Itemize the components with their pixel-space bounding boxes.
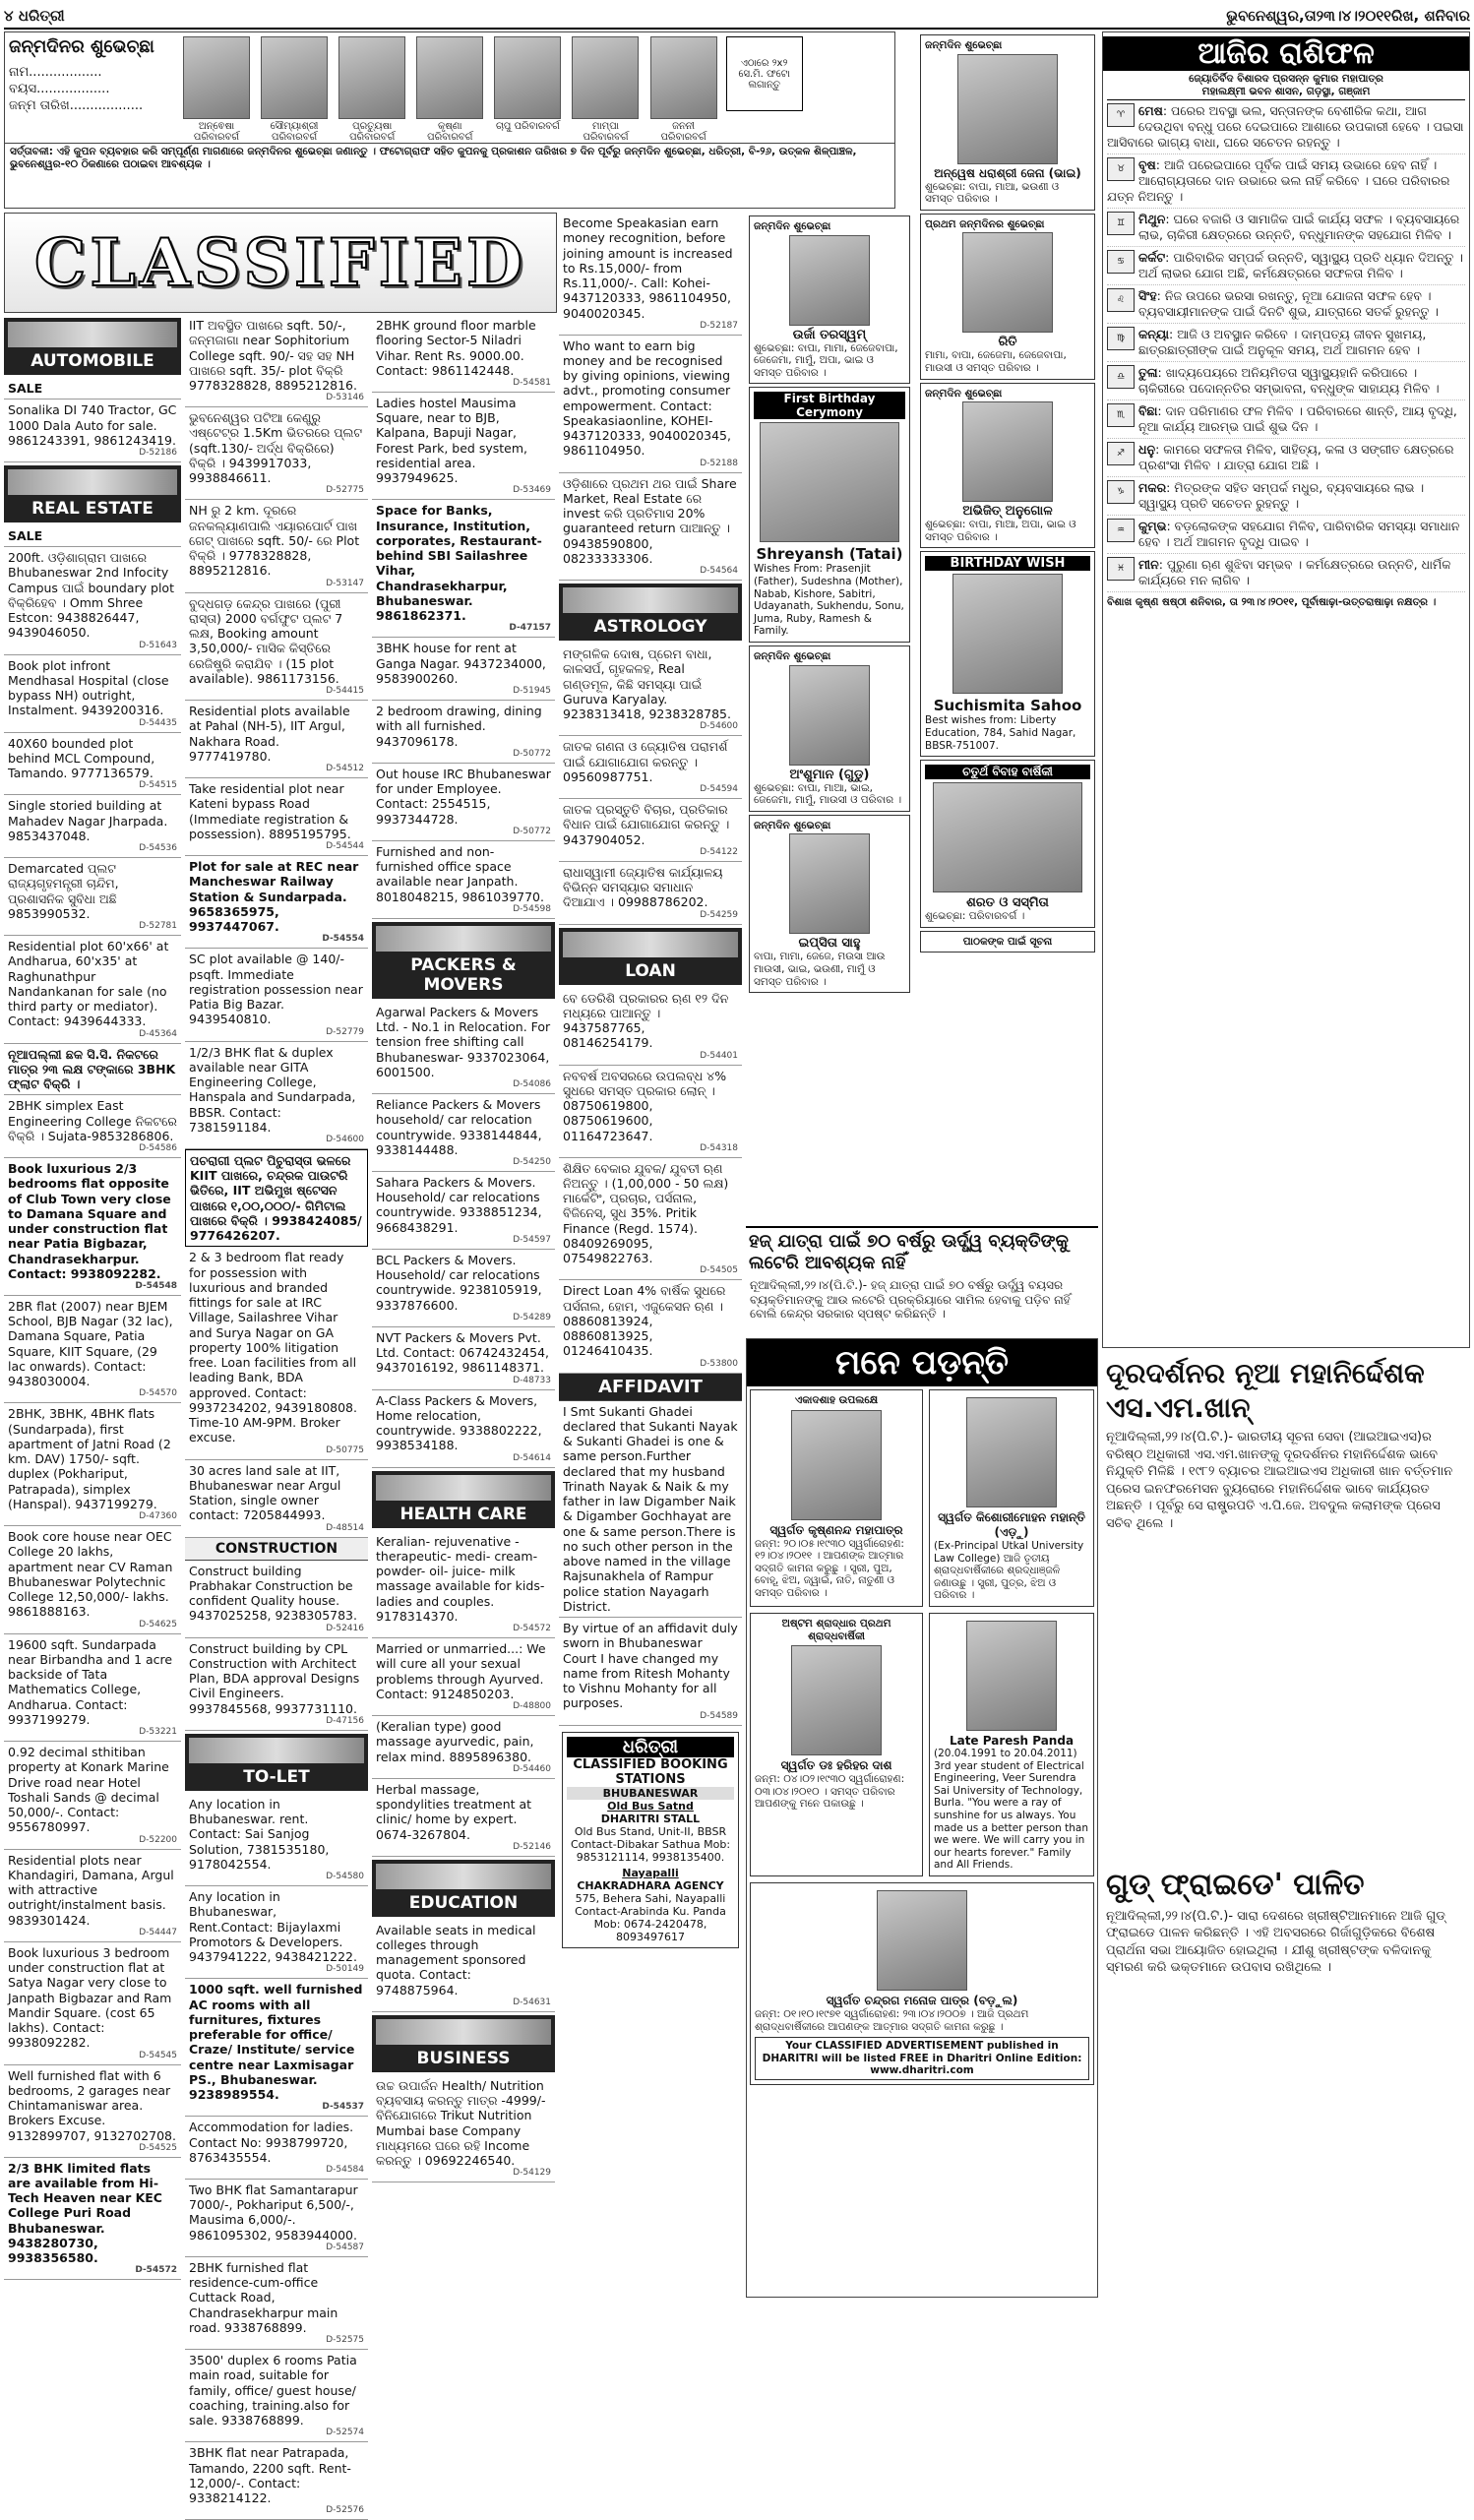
online-note: Your CLASSIFIED ADVERTISEMENT published in DHARITRI will be listed FREE in Dharitri Online Edition: www.dharitri.com bbox=[755, 2037, 1089, 2080]
classified-masthead bbox=[4, 213, 557, 313]
tag-to-let: TO-LET bbox=[185, 1734, 368, 1791]
obit-card: ଅଷ୍ଟମ ଶ୍ରାଦ୍ଧାର ପ୍ରଥମ ଶ୍ରାଦ୍ଧବାର୍ଷିକୀ ସ୍ୱର୍ଗତ ଡଃ ହରିହର ଦାଶ ଜନ୍ମ: ୦୪।୦୨।୧୯୩୦ ସ୍ୱର୍ଗାରୋହଣ: ୦୩।୦୪।୨୦୧୦ । ସମସ୍ତ ପରିବାର ଆପଣଙ୍କୁ ମନେ ପକାଉଛୁ । bbox=[750, 1613, 923, 1876]
news-haj bbox=[746, 1226, 1098, 1336]
classified-ad: 2/3 BHK limited flats are available from Hi-Tech Heaven near KEC College Puri Road Bhubaneswar. 9438280730, 9938356580. D-54572 bbox=[4, 2158, 181, 2281]
rashi-item: ♓ ମୀନ: ପୁରୁଣା ଋଣ ଶୁଝିବା ସମ୍ଭବ । କର୍ମକ୍ଷେତ୍ରରେ ଉନ୍ନତି, ଧାର୍ମିକ କାର୍ଯ୍ୟରେ ମନ ଲାଗିବ । bbox=[1107, 554, 1465, 592]
classified-ad: Construct building by CPL Construction with Architect Plan, BDA approval Designs Civil Engineers. 9937845568, 9937731110. D-47156 bbox=[185, 1638, 368, 1731]
classified-ad: Become Speakasian earn money recognition, before joining amount is increased to Rs.15,000/- from Rs.11,000/-. Call: Kohei-9437120333, 9861104950, 9040020345. D-52187 bbox=[559, 213, 742, 336]
classified-ad: Furnished and non-furnished office space available near Janpath. 8018048215, 9861039770. D-54598 bbox=[372, 841, 555, 919]
rashi-item: ♈ ମେଷ: ପରେର ଅବସ୍ଥା ଭଲ, ସନ୍ତାନଙ୍କ ବେଶୀରିକ କଥା, ଆଗ ଦେଉଥିବା ବନ୍ଧୁ ପରେ ଦେଇପାରେ ଆଶାରେ ଉପକାରୀ ହେବେ । ପଇସା ଆସିବାରେ ଭାଗ୍ୟ ବାଧା, ଘରେ ସଚେତନ ରହନ୍ତୁ । bbox=[1107, 100, 1465, 154]
kid-card: ସୌମ୍ୟାଶ୍ରୀ ପରିବାରବର୍ଗ bbox=[259, 36, 330, 143]
classified-ad: Accommodation for ladies. Contact No: 9938799720, 8763435554. D-54584 bbox=[185, 2117, 368, 2180]
classified-ad: ପଚରାଗୀ ପ୍ଲଟ ପିଚୁରାସ୍ତା ଭଳରେ KIIT ପାଖରେ, ଚନ୍ଦ୍ରକ ପାଉଟରି ଭିତିରେ, IIT ଅଭିମୁଖ ଷ୍ଟେସନ ପାଖରେ ୧,୦୦,୦୦୦/- ଗିମିଟାଲ ପାଖରେ ବିକ୍ରି । 9938424085/ 9776426207. bbox=[185, 1149, 368, 1248]
wish-photo bbox=[962, 401, 1053, 502]
classified-ad: 2 & 3 bedroom flat ready for possession with luxurious and branded fittings for sale at IRC Village, Sailashree Vihar and Surya Nagar on GA property 100% litigation free. Loan facilities from all leading Bank, BDA approved. Contact: 9937234202, 9439180808. Time-10 AM-9PM. Broker excuse. D-50775 bbox=[185, 1247, 368, 1459]
rashi-symbol-icon: ♐ bbox=[1107, 442, 1135, 465]
classified-ad: ବୁଦ୍ଧଗଡ଼ କେନ୍ଦ୍ର ପାଖରେ (ପୁରୀ ରାସ୍ତା) 2000 ବର୍ଗଫୁଟ ପ୍ଲଟ 7 ଲକ୍ଷ, Booking amount 3,50,000/- ମାସିକ କିସ୍ତିରେ ରେଜିଷ୍ଟ୍ରି କରାଯିବ । (15 plot available). 9861173156. D-54415 bbox=[185, 593, 368, 701]
tag-real-estate: REAL ESTATE bbox=[4, 465, 181, 522]
rashi-item: ♑ ମକର: ମିତ୍ରଙ୍କ ସହିତ ସମ୍ପର୍କ ମଧୁର, ବ୍ୟବସାୟରେ ଲାଭ । ସ୍ୱାସ୍ଥ୍ୟ ପ୍ରତି ସଚେତନ ରୁହନ୍ତୁ । bbox=[1107, 477, 1465, 516]
news-doordarshan-body: ନୂଆଦିଲ୍ଲୀ,୨୨।୪(ପି.ଟି.)- ଭାରତୀୟ ସୂଚନା ସେବା (ଆଇଆଇଏସ)ର ବରିଷ୍ଠ ଅଧିକାରୀ ଏସ.ଏମ.ଖାନଙ୍କୁ ଦୂରଦର୍ଶନର ମହାନିର୍ଦ୍ଦେଶକ ଭାବେ ନିଯୁକ୍ତି ମିଳିଛି । ୧୯୮୨ ବ୍ୟାଚର ଆଇଆଇଏସ ଅଧିକାରୀ ଖାନ ବର୍ତ୍ତମାନ ପ୍ରେସ ଇନଫରମେସନ ବ୍ୟୁରୋରେ ମହାନିର୍ଦ୍ଦେଶକ ଭାବେ କାର୍ଯ୍ୟରତ ଅଛନ୍ତି । ପୂର୍ବରୁ ସେ ରାଷ୍ଟ୍ରପତି ଏ.ପି.ଜେ. ଅବଦୁଲ କଲାମଙ୍କ ପ୍ରେସ ସଚିବ ଥିଲେ । bbox=[1106, 1430, 1453, 1531]
wish-photo bbox=[952, 574, 1063, 694]
wish-photo bbox=[789, 665, 870, 766]
tag-packers-movers: PACKERS & MOVERS bbox=[372, 922, 555, 999]
classified-ad: A-Class Packers & Movers, Home relocation, countrywide. 9338802222, 9938534188. D-54614 bbox=[372, 1390, 555, 1468]
classified-ad: Sonalika DI 740 Tractor, GC 1000 Dala Auto for sale. 9861243391, 9861243419. D-52186 bbox=[4, 400, 181, 462]
section-heading-construction: CONSTRUCTION bbox=[185, 1538, 368, 1561]
classified-ad: 2BHK, 3BHK, 4BHK flats (Sundarpada), first apartment of Jatni Road (2 km. DAV) 1750/- sqft. duplex (Pokhariput, Patrapada), simplex (Hanspal). 9437199279. D-47360 bbox=[4, 1403, 181, 1526]
obit-card: Late Paresh Panda (20.04.1991 to 20.04.2011) 3rd year student of Electrical Engineering, Veer Surendra Sai University of Technology, Burla. "You were a ray of sunshine for us always. You made us a better person than we were. We will carry you in our hearts forever." Family and All Friends. bbox=[929, 1613, 1094, 1876]
classified-ad: ମଙ୍ଗଳିକ ଦୋଷ, ପ୍ରେମ ବାଧା, କାଳସର୍ପ, ଗୃହକଳହ, Real ଗଣ୍ଡମୂଳ, କିଛି ସମସ୍ୟା ପାଇଁ Guruva Karyalay. 9238313418, 9238328785. D-54600 bbox=[559, 644, 742, 736]
classified-ad: ଜାତକ ପ୍ରସ୍ତୁତି ବିଚାର, ପ୍ରତିକାର ବିଧାନ ପାଇଁ ଯୋଗାଯୋଗ କରନ୍ତୁ । 9437904052. D-54122 bbox=[559, 799, 742, 862]
classified-ad: 19600 sqft. Sundarpada near Birbandha and 1 acre backside of Tata Mathematics College, Andharua. Contact: 9937199279. D-53221 bbox=[4, 1634, 181, 1742]
tag-health-care: HEALTH CARE bbox=[372, 1471, 555, 1528]
classified-ad: ଭୁବନେଶ୍ୱର ପଟିଆ କେଣ୍ଡ୍ରୁ ଏଷ୍ଟେଟ୍ର 1.5Km ଭିତରରେ ପ୍ଲଟ (sqft.130/- ଅର୍ଦ୍ଧ ବିକ୍ରିରେ) ବିକ୍ରି । 9439917033, 9938846611. D-52775 bbox=[185, 407, 368, 500]
classified-ad: 40X60 bounded plot behind MCL Compound, Tamando. 9777136579. D-54515 bbox=[4, 733, 181, 796]
kids-photos bbox=[180, 32, 894, 143]
classified-ad: SC plot available @ 140/- psqft. Immediate registration possession near Patia Big Bazar. 9439540810. D-52779 bbox=[185, 949, 368, 1041]
kid-photo bbox=[338, 36, 405, 119]
obit-card: ସ୍ୱର୍ଗତ ଚନ୍ଦ୍ରଗ ମନୋଜ ପାତ୍ର (ବଡ଼ୁଲ) ଜନ୍ମ: ୦୧।୧୦।୧୯୭୧ ସ୍ୱର୍ଗାରୋହଣ: ୨୩।୦୪।୨୦୦୭ । ଆଜି ପ୍ରଥମ ଶ୍ରାଦ୍ଧବାର୍ଷିକୀରେ ଆପଣଙ୍କ ଆତ୍ମାର ସଦ୍‌ଗତି କାମନା କରୁଛୁ । Your CLASSIFIED ADVERTISEMENT published in DHARITRI will be listed FREE in Dharitri Online Edition: www.dharitri.com bbox=[750, 1882, 1094, 2085]
classified-ad: ନୂଆପଲ୍ଲୀ ଛକ ସି.ସି. ନିକଟରେ ମାତ୍ର ୨୩ ଲକ୍ଷ ଟଙ୍କାରେ 3BHK ଫ୍ଲାଟ ବିକ୍ରି । bbox=[4, 1044, 181, 1096]
classified-ad: ଶିକ୍ଷିତ ବେକାର ଯୁବକ/ ଯୁବତୀ ଋଣ ନିଅନ୍ତୁ । (1,00,000 - 50 ଲକ୍ଷ) ମାର୍କେଟିଂ, ପ୍ରଚାର, ପର୍ସନାଲ, ବିଜିନେସ୍, ସୁଧ 35%. Pritik Finance (Regd. 1574). 08409269095, 07549822763. D-54505 bbox=[559, 1158, 742, 1281]
kid-card: ମାମ୍ପା ପରିବାରବର୍ଗ bbox=[570, 36, 641, 143]
classified-ad: Residential plots available at Pahal (NH-5), IIT Argul, Nakhara Road. 9777419780. D-54512 bbox=[185, 701, 368, 778]
tag-loan: LOAN bbox=[559, 928, 742, 985]
house-image bbox=[8, 469, 177, 495]
classified-ad: Keralian- rejuvenative - therapeutic- medi- cream- powder- oil- juice- milk massage available for kids- ladies and couples. 9178314370. D-54572 bbox=[372, 1531, 555, 1638]
laptop-image bbox=[376, 2019, 551, 2045]
classified-col-1 bbox=[4, 315, 181, 2298]
rashi-symbol-icon: ♎ bbox=[1107, 365, 1135, 389]
classified-ad: Residential plot 60'x66' at Andharua, 60'x35' at Raghunathpur Nandankanan for sale (no third party or mediator). Contact: 9439644333. D-45364 bbox=[4, 936, 181, 1043]
classified-ad: NVT Packers & Movers Pvt. Ltd. Contact: 06742432454, 9437016192, 9861148371. D-48733 bbox=[372, 1327, 555, 1390]
rashi-item: ♉ ବୃଷ: ଆଜି ପରେଇପାରେ ପୂର୍ବିକ ପାଇଁ ସମୟ ଉଭାରେ ହେବ ନାହିଁ । ଆରୋଗ୍ୟତାରେ ଦାନ ଉଭାରେ ଭଲ ନାହିଁ କରିବେ । ଘରେ ପରିବାରର ଯତ୍ନ ନିଅନ୍ତୁ । bbox=[1107, 154, 1465, 209]
kid-card: ଚାପୁ ପରିବାରବର୍ଗ bbox=[492, 36, 563, 132]
zodiac-wheel-image bbox=[563, 587, 738, 613]
classified-ad: 3BHK flat near Patrapada, Tamando, 2200 sqft. Rent-12,000/-. Contact: 9338214122. D-52576 bbox=[185, 2442, 368, 2520]
wishes-col-2 bbox=[917, 31, 1098, 1222]
news-haj-body: ନୂଆଦିଲ୍ଲୀ,୨୨।୪(ପି.ଟି.)- ହଜ୍ ଯାତ୍ରା ପାଇଁ ୭୦ ବର୍ଷରୁ ଊର୍ଦ୍ଧ୍ୱ ବୟସର ବ୍ୟକ୍ତିମାନଙ୍କୁ ଆଉ ଲଟେରି ପ୍ରକ୍ରିୟାରେ ସାମିଲ ହେବାକୁ ପଡ଼ିବ ନାହିଁ ବୋଲି କେନ୍ଦ୍ର ସରକାର ସ୍ପଷ୍ଟ କରିଛନ୍ତି । bbox=[750, 1278, 1071, 1321]
classified-ad: Available seats in medical colleges through management sponsored quota. Contact: 9748875964. D-54631 bbox=[372, 1920, 555, 2012]
wish-card: ଚତୁର୍ଥ ବିବାହ ବାର୍ଷିକୀ ଶରତ ଓ ସସ୍ମିତା ଶୁଭେଚ୍ଛା: ପରିବାରବର୍ଗ । bbox=[920, 760, 1095, 928]
stethoscope-image bbox=[376, 1475, 551, 1501]
form-field-age[interactable]: ବୟସ.................. bbox=[9, 82, 110, 96]
rashiphala-title: ଆଜିର ରାଶିଫଳ bbox=[1103, 36, 1469, 71]
reader-notice: ପାଠକଙ୍କ ପାଇଁ ସୂଚନା bbox=[920, 931, 1095, 953]
classified-ad: Single storied building at Mahadev Nagar Jharpada. 9853437048. D-54536 bbox=[4, 795, 181, 858]
news-good-friday bbox=[1102, 1865, 1470, 2298]
classified-ad: 3500' duplex 6 rooms Patia main road, suitable for family, office/ guest house/ coaching, training.also for sale. 9338768899. D-52574 bbox=[185, 2350, 368, 2442]
rashi-item: ♌ ସିଂହ: ନିଜ ଉପରେ ଭରସା ରଖନ୍ତୁ, ନୂଆ ଯୋଜନା ସଫଳ ହେବ । ବ୍ୟବସାୟୀମାନଙ୍କ ପାଇଁ ଦିନଟି ଶୁଭ, ଯାତ୍ରାରେ ସତର୍କ ରୁହନ୍ତୁ । bbox=[1107, 285, 1465, 324]
rashiphala-note: ବିଶାଖ କୃଷ୍ଣ ଷଷ୍ଠୀ ଶନିବାର, ତା ୨୩।୪।୨୦୧୧, ପୂର୍ବାଷାଢ଼ା-ଉତ୍ତରାଷାଢ଼ା ନକ୍ଷତ୍ର । bbox=[1107, 596, 1437, 609]
classified-ad: 1000 sqft. well furnished AC rooms with all furnitures, fixtures preferable for office/ Craze/ Institute/ service centre near Laxmisagar PS., Bhubaneswar. 9238989554. D-54537 bbox=[185, 1979, 368, 2117]
classified-ad: Book plot infront Mendhasal Hospital (close bypass NH) outright, Instalment. 9439200316. D-54435 bbox=[4, 655, 181, 733]
rashi-symbol-icon: ♏ bbox=[1107, 403, 1135, 427]
section-heading-affidavit: AFFIDAVIT bbox=[559, 1374, 742, 1401]
page-number: ୪ ଧରିତ୍ରୀ bbox=[4, 7, 65, 25]
classified-ad: 1/2/3 BHK flat & duplex available near GITA Engineering College, Hanspala and Sundarpada, BBSR. Contact: 7381591184. D-54600 bbox=[185, 1042, 368, 1149]
classified-ad: 2BHK ground floor marble flooring Sector-5 Niladri Vihar. Rent Rs. 9000.00. Contact: 9861142448. D-54581 bbox=[372, 315, 555, 393]
booking-stations: ଧରିତ୍ରୀ CLASSIFIED BOOKING STATIONS BHUBANESWAR Old Bus Satnd DHARITRI STALL Old Bus Stand, Unit-II, BBSR Contact-Dibakar Sathua Mob: 9853121114, 9938135400. Nayapalli CHAKRADHARA AGENCY 575, Behera Sahi, Nayapalli Contact-Arabinda Ku. Panda Mob: 0674-2420478, 8093497617 bbox=[562, 1732, 739, 1948]
classified-ad: Two BHK flat Samantarapur 7000/-, Pokhariput 6,500/-, Mausima 6,000/-. 9861095302, 9583944000. D-54587 bbox=[185, 2180, 368, 2257]
currency-image bbox=[563, 932, 738, 957]
classified-ad: Agarwal Packers & Movers Ltd. - No.1 in Relocation. For tension free shifting call Bhubaneswar- 9337023064, 6001500. D-54086 bbox=[372, 1002, 555, 1094]
wish-photo bbox=[933, 782, 1082, 892]
classified-col-3 bbox=[372, 315, 555, 2298]
classified-ad: SALE bbox=[4, 378, 181, 400]
wish-card: ଜନ୍ମଦିନ ଶୁଭେଚ୍ଛା ଉର୍ଜା ତରସ୍ୱମ୍ ଶୁଭେଚ୍ଛା: ବାପା, ମାମା, ଜେଜେବାପା, ଜେଜେମା, ମାମୁଁ, ଅପା, ଭାଇ ଓ ସମସ୍ତ ପରିବାର । bbox=[749, 215, 910, 384]
classified-ad: NH ରୁ 2 km. ଦୂରରେ ଜନକଲ୍ୟାଣପାଲି ଏୟାରପୋର୍ଟ ପାଖ ଗେଟ୍ ପାଖରେ sqft. 50/- ରେ Plot ବିକ୍ରି । 9778328828, 8895212816. D-53147 bbox=[185, 500, 368, 592]
rashi-item: ♍ କନ୍ୟା: ଆଜି ଓ ଅବସ୍ଥାନ କରିବେ । ଦାମ୍ପତ୍ୟ ଜୀବନ ସୁଖମୟ, ଛାତ୍ରଛାତ୍ରୀଙ୍କ ପାଇଁ ଅନୁକୂଳ ସମୟ, ଅର୍ଥ ଆଗମନ ହେବ । bbox=[1107, 324, 1465, 362]
rashi-symbol-icon: ♊ bbox=[1107, 212, 1135, 235]
wish-card: ପ୍ରଥମ ଜନ୍ମଦିନର ଶୁଭେଚ୍ଛା ରିତି ମାମା, ବାପା, ଜେଜେମା, ଜେଜେବାପା, ମାଉସୀ ଓ ସମସ୍ତ ପରିବାର । bbox=[920, 214, 1095, 380]
photo-placeholder: ଏଠାରେ ୨x୨ ସେ.ମି. ଫଟୋ ଲଗାନ୍ତୁ bbox=[726, 36, 803, 111]
classified-ad: ଜାତକ ଗଣନା ଓ ଜ୍ୟୋତିଷ ପରାମର୍ଶ ପାଇଁ ଯୋଗାଯୋଗ କରନ୍ତୁ । 09560987751. D-54594 bbox=[559, 736, 742, 799]
news-doordarshan-headline: ଦୂରଦର୍ଶନର ନୂଆ ମହାନିର୍ଦ୍ଦେଶକ ଏସ.ଏମ.ଖାନ୍ bbox=[1106, 1357, 1425, 1424]
rashi-symbol-icon: ♌ bbox=[1107, 288, 1135, 312]
rashi-symbol-icon: ♑ bbox=[1107, 480, 1135, 504]
classified-ad: SALE bbox=[4, 525, 181, 547]
classified-ad: Herbal massage, spondylities treatment at clinic/ home by expert. 0674-3267804. D-52146 bbox=[372, 1779, 555, 1857]
wish-card: ଜନ୍ମଦିନ ଶୁଭେଚ୍ଛା ଇପ୍ସିତା ସାହୁ ବାପା, ମାମା, ଜେଜେ, ମଉସା ଆଉ ମାଉସୀ, ଭାଇ, ଭଉଣୀ, ମାମୁଁ ଓ ସମସ୍ତ ପରିବାର । bbox=[749, 815, 910, 993]
news-good-friday-body: ନୂଆଦିଲ୍ଲୀ,୨୨।୪(ପି.ଟି.)- ସାରା ଦେଶରେ ଖ୍ରୀଷ୍ଟିଆନମାନେ ଆଜି ଗୁଡ୍ ଫ୍ରାଇଡେ ପାଳନ କରିଛନ୍ତି । ଏହି ଅବସରରେ ଗିର୍ଜାଗୁଡ଼ିକରେ ବିଶେଷ ପ୍ରାର୍ଥନା ସଭା ଆୟୋଜିତ ହୋଇଥିଲା । ଯୀଶୁ ଖ୍ରୀଷ୍ଟଙ୍କ ବଳିଦାନକୁ ସ୍ମରଣ କରି ଭକ୍ତମାନେ ଉପବାସ ରଖିଥିଲେ । bbox=[1106, 1908, 1445, 1976]
classified-ad: IIT ଅବସ୍ଥିତ ପାଖରେ sqft. 50/-, ଜନ୍ମଜାଗା near Sophitorium College sqft. 90/- ସହ ସହ NH ପାଖରେ sqft. 35/- plot ବିକ୍ରି 9778328828, 8895212816. D-53146 bbox=[185, 315, 368, 407]
classified-ad: Take residential plot near Kateni bypass Road (Immediate registration & possession). 8895195795. D-54544 bbox=[185, 778, 368, 856]
classified-ad: Who want to earn big money and be recognised by giving opinions, viewing advt., promoting consumer empowerment. Contact: Speakasiaonline, KOHEI- 9437120333, 9040020345, 9861104950. D-52188 bbox=[559, 336, 742, 473]
obit-photo bbox=[966, 1397, 1057, 1507]
wish-photo bbox=[789, 833, 870, 934]
tag-automobile: AUTOMOBILE bbox=[4, 318, 181, 375]
kid-card: କୃଷ୍ଣା ପରିବାରବର୍ଗ bbox=[414, 36, 485, 143]
kid-photo bbox=[650, 36, 717, 119]
kid-card: ପ୍ରତ୍ୟୁଷା ପରିବାରବର୍ଗ bbox=[337, 36, 407, 143]
classified-ad: 30 acres land sale at IIT, Bhubaneswar near Argul Station, single owner contact: 7205844993. D-48514 bbox=[185, 1460, 368, 1538]
classified-col-2 bbox=[185, 315, 368, 2516]
wish-photo bbox=[962, 232, 1053, 333]
classified-ad: By virtue of an affidavit duly sworn in Bhubaneswar Court I have changed my name from Ritesh Mohanty to Vishnu Mohanty for all purposes. D-54589 bbox=[559, 1618, 742, 1725]
classified-ad: Direct Loan 4% ବାର୍ଷିକ ସୁଧରେ ପର୍ସନାଲ, ହୋମ, ଏଜୁକେସନ ଋଣ । 08860813924, 08860813925, 01246410435. D-53800 bbox=[559, 1280, 742, 1373]
kid-photo bbox=[261, 36, 328, 119]
rashi-item: ♏ ବିଛା: ଦାନ ପରିମାଣର ଫଳ ମିଳିବ । ପରିବାରରେ ଶାନ୍ତି, ଆୟ ବୃଦ୍ଧି, ନୂଆ କାର୍ଯ୍ୟ ଆରମ୍ଭ ପାଇଁ ଶୁଭ ଦିନ । bbox=[1107, 400, 1465, 439]
rashi-symbol-icon: ♓ bbox=[1107, 557, 1135, 581]
wish-card: ଜନ୍ମଦିନ ଶୁଭେଚ୍ଛା ଅଭିଜିତ୍ ଅନୁଗୋଳ ଶୁଭେଚ୍ଛା: ବାପା, ମାଆ, ଅପା, ଭାଇ ଓ ସମସ୍ତ ପରିବାର । bbox=[920, 383, 1095, 549]
wish-card: ଜନ୍ମଦିନ ଶୁଭେଚ୍ଛା ଅଂଶୁମାନ (ଗୁଡୁ) ଶୁଭେଚ୍ଛା: ବାପା, ମାଆ, ଭାଇ, ଜେଜେମା, ମାମୁଁ, ମାଉସୀ ଓ ପରିବାର । bbox=[749, 645, 910, 812]
classified-ad: Any location in Bhubaneswar. rent. Contact: Sai Sanjog Solution, 7381535180, 9178042554. D-54580 bbox=[185, 1794, 368, 1886]
rashi-symbol-icon: ♋ bbox=[1107, 250, 1135, 274]
page-date: ଭୁବନେଶ୍ୱର,ତା୨୩।୪।୨୦୧୧ରିଖ, ଶନିବାର bbox=[1226, 7, 1470, 25]
classified-ad: Plot for sale at REC near Mancheswar Railway Station & Sundarpada. 9658365975, 9937447067. D-54554 bbox=[185, 856, 368, 949]
obit-photo bbox=[966, 1621, 1057, 1731]
news-good-friday-headline: ଗୁଡ୍ ଫ୍ରାଇଡେ' ପାଳିତ bbox=[1106, 1868, 1365, 1902]
tag-education: EDUCATION bbox=[372, 1860, 555, 1917]
kid-photo bbox=[416, 36, 483, 119]
rashi-symbol-icon: ♉ bbox=[1107, 157, 1135, 181]
classified-ad: ନବବର୍ଷ ଅବସରରେ ଉପଲବ୍ଧ ୪% ସୁଧରେ ସମସ୍ତ ପ୍ରକାର ଲୋନ୍ । 08750619800, 08750619600, 01164723647. D-54318 bbox=[559, 1066, 742, 1158]
classified-ad: I Smt Sukanti Ghadei declared that Sukanti Nayak & Sukanti Ghadei is one & same person.Further declared that my husband Trinath Nayak & Naik & my father in law Digamber Naik & Digamber Gochhayat are one & same person.There is no such other person in the above named in the village Rajsunakhela of Rampur police station Nayagarh District. bbox=[559, 1401, 742, 1619]
birthday-form-note: ସର୍ତ୍ତାବଳୀ: ଏହି କୁପନ ବ୍ୟବହାର କରି ସମ୍ପୂର୍ଣ୍ଣ ମାଗଣାରେ ଜନ୍ମଦିନର ଶୁଭେଚ୍ଛା ଜଣାନ୍ତୁ । ଫଟୋଗ୍ରାଫ ସହିତ କୁପନକୁ ପ୍ରକାଶନ ତାରିଖର ୭ ଦିନ ପୂର୍ବରୁ ଜନ୍ମଦିନ ଶୁଭେଚ୍ଛା, ଧରିତ୍ରୀ, ବି-୨୬, ଉତ୍କଳ ଶିଳ୍ପାଞ୍ଚଳ, ଭୁବନେଶ୍ୱର-୧୦ ଠିକଣାରେ ପଠାଇବା ଆବଶ୍ୟକ । bbox=[5, 143, 894, 172]
rashi-item: ♋ କର୍କଟ: ପାରିବାରିକ ସମ୍ପର୍କ ଉନ୍ନତି, ସ୍ୱାସ୍ଥ୍ୟ ପ୍ରତି ଧ୍ୟାନ ଦିଅନ୍ତୁ । ଅର୍ଥ ଲାଭର ଯୋଗ ଅଛି, କର୍ମକ୍ଷେତ୍ରରେ ସଫଳତା ମିଳିବ । bbox=[1107, 247, 1465, 285]
tag-business: BUSINESS bbox=[372, 2015, 555, 2072]
classified-ad: ବେ ଡେରିଶି ପ୍ରକାରର ଋଣ ୧୨ ଦିନ ମଧ୍ୟରେ ପାଆନ୍ତୁ । 9437587765, 08146254179. D-54401 bbox=[559, 988, 742, 1066]
classified-ad: Sahara Packers & Movers. Household/ car relocations countrywide. 9338851234, 9668438291. D-54597 bbox=[372, 1172, 555, 1250]
kid-card: ଜନନୀ ପରିବାରବର୍ଗ bbox=[648, 36, 719, 143]
birthday-form-title: ଜନ୍ମଦିନର ଶୁଭେଚ୍ଛା bbox=[9, 36, 154, 57]
birthday-form bbox=[4, 31, 895, 209]
kid-photo bbox=[183, 36, 250, 119]
classified-title: CLASSIFIED bbox=[33, 224, 527, 301]
classified-ad: Book core house near OEC College 20 lakhs, apartment near CV Raman Bhubaneswar Polytechnic College 12,50,000/- lakhs. 9861888163. D-54625 bbox=[4, 1526, 181, 1633]
classified-ad: BCL Packers & Movers. Household/ car relocations countrywide. 9238105919, 9337876600. D-54289 bbox=[372, 1250, 555, 1327]
obit-card: ସ୍ୱର୍ଗତ କିଶୋରୀମୋହନ ମହାନ୍ତି (ଏଡ଼ୁ) (Ex-Principal Utkal University Law College) ଆଜି ତୃତୀୟ ଶ୍ରାଦ୍ଧବାର୍ଷିକୀରେ ଶ୍ରଦ୍ଧାଞ୍ଜଳି ଜଣାଉଛୁ । ସ୍ତ୍ରୀ, ପୁତ୍ର, ଝିଅ ଓ ପରିବାର । bbox=[929, 1389, 1094, 1607]
classified-ad: Out house IRC Bhubaneswar for under Employee. Contact: 2554515, 9937344728. D-50772 bbox=[372, 764, 555, 841]
classified-ad: 2BHK simplex East Engineering College ନିକଟରେ ବିକ୍ରି । Sujata-9853286806. D-54586 bbox=[4, 1095, 181, 1158]
classified-ad: Well furnished flat with 6 bedrooms, 2 garages near Chintamaniswar area. Brokers Excuse. 9132899707, 9132702708. D-54525 bbox=[4, 2065, 181, 2158]
kid-photo bbox=[572, 36, 639, 119]
wish-photo bbox=[789, 235, 870, 326]
book-image bbox=[376, 1864, 551, 1889]
obit-photo bbox=[791, 1410, 882, 1520]
classified-ad: Book luxurious 2/3 bedrooms flat opposite of Club Town very close to Damana Square and under construction flat near Patia Bigbazar, Chandrasekharpur. Contact: 9938092282. D-54548 bbox=[4, 1158, 181, 1296]
wish-card: BIRTHDAY WISH Suchismita Sahoo Best wishes from: Liberty Education, 784, Sahid Nagar, BBSR-751007. bbox=[920, 551, 1095, 757]
classified-ad: Book luxurious 3 bedroom under construction flat at Satya Nagar very close to Janpath Bigbazar and Ram Mandir Square. (cost 65 lakhs). Contact: 9938092282. D-54545 bbox=[4, 1942, 181, 2065]
classified-ad: Residential plots near Khandagiri, Damana, Argul with attractive outright/instalment basis. 9839301424. D-54447 bbox=[4, 1850, 181, 1942]
classified-ad: ଉଚ୍ଚ ଉପାର୍ଜନ Health/ Nutrition ବ୍ୟବସାୟ କରନ୍ତୁ ମାତ୍ର -4999/- ବିନିଯୋଗରେ Trikut Nutrition Mumbai base Company ମାଧ୍ୟମରେ ଘରେ ରହି Income କରନ୍ତୁ । 09692246540. D-54129 bbox=[372, 2075, 555, 2182]
car-image bbox=[8, 322, 177, 347]
classified-ad: ରାଧାସ୍ୱାମୀ ଜ୍ୟୋତିଷ କାର୍ଯ୍ୟାଳୟ ବିଭିନ୍ନ ସମସ୍ୟାର ସମାଧାନ ଦିଆଯାଏ । 09988786202. D-54259 bbox=[559, 862, 742, 925]
news-doordarshan bbox=[1102, 1354, 1470, 1861]
obituary-title: ମନେ ପଡ଼ନ୍ତି bbox=[747, 1339, 1097, 1386]
classified-ad: 2BR flat (2007) near BJEM School, BJB Nagar (32 lac), Damana Square, Patia Square, KIIT Square, (29 lac onwards). Contact: 9438030004. D-54570 bbox=[4, 1296, 181, 1403]
kid-photo bbox=[494, 36, 561, 119]
classified-ad: 3BHK house for rent at Ganga Nagar. 9437234000, 9583900260. D-51945 bbox=[372, 638, 555, 701]
truck-image bbox=[376, 926, 551, 952]
classified-ad: 2 bedroom drawing, dining with all furnished. 9437096178. D-50772 bbox=[372, 701, 555, 764]
rashi-symbol-icon: ♈ bbox=[1107, 103, 1135, 127]
tag-astrology: ASTROLOGY bbox=[559, 584, 742, 641]
obit-photo bbox=[877, 1890, 967, 1991]
classified-col-4 bbox=[559, 213, 742, 2298]
kid-card: ଅନ୍ଵେଷା ପରିବାରବର୍ଗ bbox=[181, 36, 252, 143]
rashiphala-section: ଆଜିର ରାଶିଫଳ ଜ୍ୟୋତିର୍ବିଦ ବିଶାରଦ ପ୍ରସନ୍ନ କୁମାର ମହାପାତ୍ର ମହାଲକ୍ଷ୍ମୀ ଭବନ ଶାସନ, ଗଡ଼ସ୍ଥା, ଗଞ୍ଜାମ ♈ ମେଷ: ପରେର ଅବସ୍ଥା ଭଲ, ସନ୍ତାନଙ୍କ ବେଶୀରିକ କଥା, ଆଗ ଦେଉଥିବା ବନ୍ଧୁ ପରେ ଦେଇପାରେ ଆଶାରେ ଉପକାରୀ ହେବେ । ପଇସା ଆସିବାରେ ଭାଗ୍ୟ ବାଧା, ଘରେ ସଚେତନ ରହନ୍ତୁ । ♉ ବୃଷ: ଆଜି ପରେଇପାରେ ପୂର୍ବିକ ପାଇଁ ସମୟ ଉଭାରେ ହେବ ନାହିଁ । ଆରୋଗ୍ୟତାରେ ଦାନ ଉଭାରେ ଭଲ ନାହିଁ କରିବେ । ଘରେ ପରିବାରର ଯତ୍ନ ନିଅନ୍ତୁ । ♊ ମିଥୁନ: ଘରେ ବଜାରି ଓ ସାମାଜିକ ପାଇଁ କାର୍ଯ୍ୟ ସଫଳ । ବ୍ୟବସାୟରେ ଲାଭ, ଚାକିରୀ କ୍ଷେତ୍ରରେ ଉନ୍ନତି, ବନ୍ଧୁମାନଙ୍କ ସହଯୋଗ ମିଳିବ । ♋ କର୍କଟ: ପାରିବାରିକ ସମ୍ପର୍କ ଉନ୍ନତି, ସ୍ୱାସ୍ଥ୍ୟ ପ୍ରତି ଧ୍ୟାନ ଦିଅନ୍ତୁ । ଅର୍ଥ ଲାଭର ଯୋଗ ଅଛି, କର୍ମକ୍ଷେତ୍ରରେ ସଫଳତା ମିଳିବ । ♌ ସିଂହ: ନିଜ ଉପରେ ଭରସା ରଖନ୍ତୁ, ନୂଆ ଯୋଜନା ସଫଳ ହେବ । ବ୍ୟବସାୟୀମାନଙ୍କ ପାଇଁ ଦିନଟି ଶୁଭ, ଯାତ୍ରାରେ ସତର୍କ ରୁହନ୍ତୁ । ♍ କନ୍ୟା: ଆଜି ଓ ଅବସ୍ଥାନ କରିବେ । ଦାମ୍ପତ୍ୟ ଜୀବନ ସୁଖମୟ, ଛାତ୍ରଛାତ୍ରୀଙ୍କ ପାଇଁ ଅନୁକୂଳ ସମୟ, ଅର୍ଥ ଆଗମନ ହେବ । ♎ ତୁଳା: ଖାଦ୍ୟପେୟରେ ଅନିୟମିତତା ସ୍ୱାସ୍ଥ୍ୟହାନି କରିପାରେ । ଚାକିରୀରେ ପଦୋନ୍ନତିର ସମ୍ଭାବନା, ବନ୍ଧୁଙ୍କ ସାହାଯ୍ୟ ମିଳିବ । ♏ ବିଛା: ଦାନ ପରିମାଣର ଫଳ ମିଳିବ । ପରିବାରରେ ଶାନ୍ତି, ଆୟ ବୃଦ୍ଧି, ନୂଆ କାର୍ଯ୍ୟ ଆରମ୍ଭ ପାଇଁ ଶୁଭ ଦିନ । ♐ ଧନୁ: କାମରେ ସଫଳତା ମିଳିବ, ସାହିତ୍ୟ, କଳା ଓ ସଙ୍ଗୀତ କ୍ଷେତ୍ରରେ ପ୍ରଶଂସା ମିଳିବ । ଯାତ୍ରା ଯୋଗ ଅଛି । ♑ ମକର: ମିତ୍ରଙ୍କ ସହିତ ସମ୍ପର୍କ ମଧୁର, ବ୍ୟବସାୟରେ ଲାଭ । ସ୍ୱାସ୍ଥ୍ୟ ପ୍ରତି ସଚେତନ ରୁହନ୍ତୁ । ♒ କୁମ୍ଭ: ବଡ଼ଲୋକଙ୍କ ସହଯୋଗ ମିଳିବ, ପାରିବାରିକ ସମସ୍ୟା ସମାଧାନ ହେବ । ଅର୍ଥ ଆଗମନ ବୃଦ୍ଧି ପାଇବ । ♓ ମୀନ: ପୁରୁଣା ଋଣ ଶୁଝିବା ସମ୍ଭବ । କର୍ମକ୍ଷେତ୍ରରେ ଉନ୍ନତି, ଧାର୍ମିକ କାର୍ଯ୍ୟରେ ମନ ଲାଗିବ । ବିଶାଖ କୃଷ୍ଣ ଷଷ୍ଠୀ ଶନିବାର, ତା ୨୩।୪।୨୦୧୧, ପୂର୍ବାଷାଢ଼ା-ଉତ୍ତରାଷାଢ଼ା ନକ୍ଷତ୍ର । bbox=[1102, 31, 1470, 1348]
house-image bbox=[189, 1738, 364, 1763]
obituary-section bbox=[746, 1338, 1098, 2298]
classified-ad: Space for Banks, Insurance, Institution, corporates, Restaurant-behind SBI Sailashree Vihar, Chandrasekharpur, Bhubaneswar. 9861862371. D-47157 bbox=[372, 500, 555, 638]
classified-ad: Ladies hostel Mausima Square, near to BJB, Kalpana, Bapuji Nagar, Forest Park, bed system, residential area. 9937949625. D-53469 bbox=[372, 393, 555, 500]
rashi-symbol-icon: ♍ bbox=[1107, 327, 1135, 350]
classified-ad: Reliance Packers & Movers household/ car relocation countrywide. 9338144844, 9338144488. D-54250 bbox=[372, 1094, 555, 1172]
wish-photo bbox=[760, 422, 899, 542]
classified-ad: 2BHK furnished flat residence-cum-office Cuttack Road, Chandrasekharpur main road. 9338768899. D-52575 bbox=[185, 2257, 368, 2350]
classified-ad: Married or unmarried...: We will cure all your sexual problems through Ayurved. Contact: 9124850203. D-48800 bbox=[372, 1638, 555, 1716]
classified-ad: Construct building Prabhakar Construction be confident Quality house. 9437025258, 9238305783. D-52416 bbox=[185, 1561, 368, 1638]
rashi-item: ♎ ତୁଳା: ଖାଦ୍ୟପେୟରେ ଅନିୟମିତତା ସ୍ୱାସ୍ଥ୍ୟହାନି କରିପାରେ । ଚାକିରୀରେ ପଦୋନ୍ନତିର ସମ୍ଭାବନା, ବନ୍ଧୁଙ୍କ ସାହାଯ୍ୟ ମିଳିବ । bbox=[1107, 362, 1465, 400]
rashi-symbol-icon: ♒ bbox=[1107, 519, 1135, 542]
wish-photo bbox=[957, 54, 1058, 164]
rashi-item: ♊ ମିଥୁନ: ଘରେ ବଜାରି ଓ ସାମାଜିକ ପାଇଁ କାର୍ଯ୍ୟ ସଫଳ । ବ୍ୟବସାୟରେ ଲାଭ, ଚାକିରୀ କ୍ଷେତ୍ରରେ ଉନ୍ନତି, ବନ୍ଧୁମାନଙ୍କ ସହଯୋଗ ମିଳିବ । bbox=[1107, 209, 1465, 247]
classified-ad: Any location in Bhubaneswar, Rent.Contact: Bijaylaxmi Promotors & Developers. 9437941222, 9438421222. D-50149 bbox=[185, 1886, 368, 1979]
form-field-name[interactable]: ନାମ.................. bbox=[9, 65, 102, 80]
obit-photo bbox=[791, 1645, 882, 1755]
wish-card: First Birthday Cerymony Shreyansh (Tatai) Wishes From: Prasenjit (Father), Sudeshna (Mother), Nabab, Kishore, Sabitri, Udayanath, Sukhendu, Sonu, Juma, Ruby, Ramesh & Family. bbox=[749, 387, 910, 643]
rashi-item: ♐ ଧନୁ: କାମରେ ସଫଳତା ମିଳିବ, ସାହିତ୍ୟ, କଳା ଓ ସଙ୍ଗୀତ କ୍ଷେତ୍ରରେ ପ୍ରଶଂସା ମିଳିବ । ଯାତ୍ରା ଯୋଗ ଅଛି । bbox=[1107, 439, 1465, 477]
classified-ad: 0.92 decimal sthitiban property at Konark Marine Drive road near Hotel Toshali Sands @ decimal 50,000/-. Contact: 9556780997. D-52200 bbox=[4, 1742, 181, 1849]
classified-ad: Demarcated ପ୍ଲଟ ରାଜ୍ୟଗୃହମନ୍ତ୍ରୀ ଚାନ୍ଦିମ, ପ୍ରଶାସନିକ ସୁବିଧା ଅଛି 9853990532. D-52781 bbox=[4, 858, 181, 936]
classified-ad: 200ft. ଓଡ଼ିଶାଗ୍ରାମ ପାଖରେ Bhubaneswar 2nd Infocity Campus ପାଇଁ boundary plot ବିକ୍ରିହେବ । Omm Shree Estcon: 9438826447, 9439046050. D-51643 bbox=[4, 547, 181, 654]
page-header bbox=[4, 4, 1470, 30]
classified-ad: ଓଡ଼ିଶାରେ ପ୍ରଥମ ଥର ପାଇଁ Share Market, Real Estate ରେ invest କରି ପ୍ରତିମାସ 20% guaranteed return ପାଆନ୍ତୁ । 09438590800, 08233333306. D-54564 bbox=[559, 473, 742, 581]
wish-card: ଜନ୍ମଦିନ ଶୁଭେଚ୍ଛା ଅନ୍ୱେଷ ଧରାଶ୍ରୀ ଜେନା (ଭାଇ) ଶୁଭେଚ୍ଛା: ବାପା, ମାଆ, ଭଉଣୀ ଓ ସମସ୍ତ ପରିବାର । bbox=[920, 34, 1095, 211]
news-haj-headline: ହଜ୍ ଯାତ୍ରା ପାଇଁ ୭୦ ବର୍ଷରୁ ଊର୍ଦ୍ଧ୍ୱ ବ୍ୟକ୍ତିଙ୍କୁ ଲଟେରି ଆବଶ୍ୟକ ନାହିଁ bbox=[749, 1231, 1069, 1273]
form-field-dob[interactable]: ଜନ୍ମ ତାରିଖ.................. bbox=[9, 98, 144, 113]
obit-card: ଏକାଦଶାହ ଉପଲକ୍ଷେ ସ୍ୱର୍ଗତ କୃଷ୍ଣନନ୍ଦ ମହାପାତ୍ର ଜନ୍ମ: ୨୦।୦୫।୧୯୩୦ ସ୍ୱର୍ଗାରୋହଣ: ୧୨।୦୪।୨୦୧୧ । ଆପଣଙ୍କ ଆତ୍ମାର ସଦ୍‌ଗତି କାମନା କରୁଛୁ । ସ୍ତ୍ରୀ, ପୁଅ, ବୋହୂ, ଝିଅ, ଜ୍ୱାଇଁ, ନାତି, ନାତୁଣୀ ଓ ସମସ୍ତ ପରିବାର । bbox=[750, 1389, 923, 1607]
classified-ad: (Keralian type) good massage ayurvedic, pain, relax mind. 8895896380. D-54460 bbox=[372, 1716, 555, 1779]
rashi-item: ♒ କୁମ୍ଭ: ବଡ଼ଲୋକଙ୍କ ସହଯୋଗ ମିଳିବ, ପାରିବାରିକ ସମସ୍ୟା ସମାଧାନ ହେବ । ଅର୍ଥ ଆଗମନ ବୃଦ୍ଧି ପାଇବ । bbox=[1107, 516, 1465, 554]
